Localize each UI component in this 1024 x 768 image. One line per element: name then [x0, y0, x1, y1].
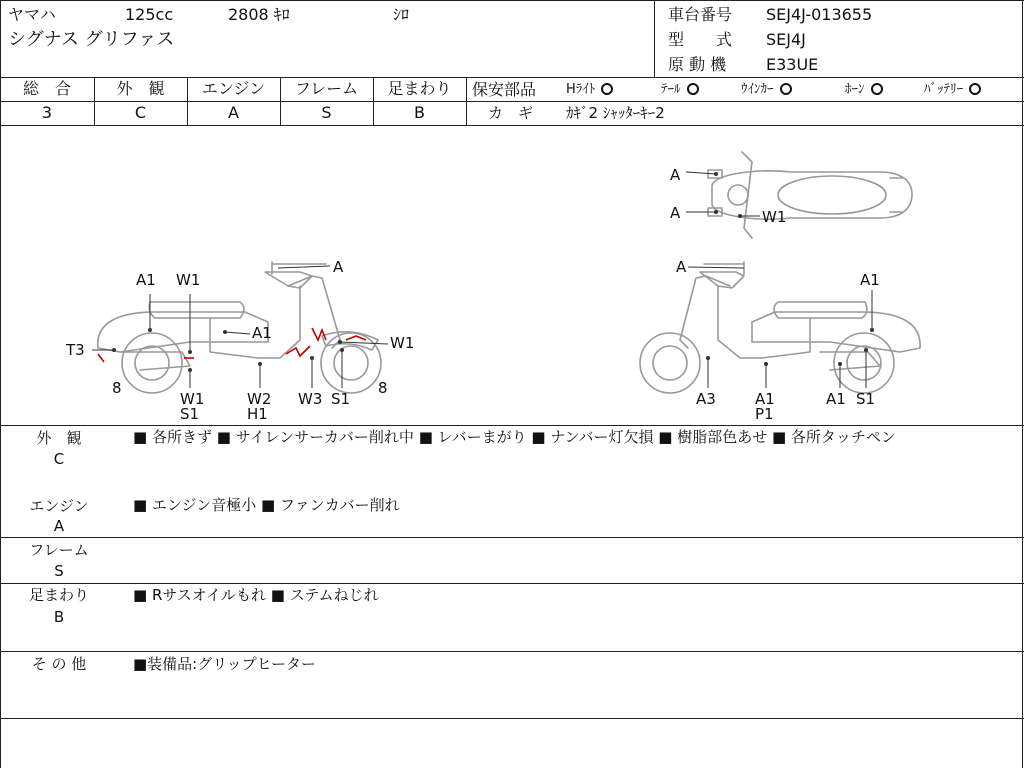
diagram-label: W1 [762, 208, 787, 226]
diagram-label: A [333, 258, 344, 276]
check-ok-icon [687, 83, 699, 95]
diagram-label: W1 [176, 271, 201, 289]
diagram-label: W1 [180, 390, 205, 408]
diagram-label: A3 [696, 390, 716, 408]
diagram-label: A [676, 258, 687, 276]
section-text-engine: ■ エンジン音極小 ■ ファンカバー削れ [133, 496, 400, 514]
section-label-engine: エンジン [29, 497, 89, 515]
section-grade-engine: A [53, 517, 65, 535]
safety-item-headlight [566, 82, 613, 97]
check-ok-icon [601, 83, 613, 95]
rule [467, 101, 1024, 102]
diagram-label: T3 [66, 341, 85, 359]
section-label-suspension: 足まわり [28, 586, 89, 604]
rule [0, 718, 1024, 719]
rule [0, 537, 1024, 538]
safety-item-winker [741, 82, 792, 97]
grade-value-suspension: B [414, 103, 425, 122]
section-label-exterior: 外 観 [36, 429, 82, 447]
key-value: ｶｷﾞ2 ｼｬｯﾀｰｷｰ2 [566, 104, 665, 122]
safety-item-horn [845, 82, 883, 97]
diagram-label: 8 [378, 379, 388, 397]
grade-value-engine: A [228, 103, 239, 122]
displacement: 125cc [125, 5, 174, 24]
scooter-top-view [708, 152, 912, 238]
mileage: 2808 ｷﾛ [228, 5, 290, 24]
model-code: SEJ4J [766, 30, 806, 49]
damage-diagram [0, 126, 1024, 426]
section-label-frame: フレーム [29, 541, 89, 559]
safety-item-label: Hﾗｲﾄ [566, 82, 596, 97]
safety-title: 保安部品 [472, 80, 537, 99]
safety-item-label: ｳｲﾝｶｰ [741, 82, 774, 97]
section-text-exterior: ■ 各所きず ■ サイレンサーカバー削れ中 ■ レバーまがり ■ ナンバー灯欠損 ■ 樹脂部色あせ ■ 各所タッチペン [133, 428, 896, 446]
section-text-other: ■装備品:グリップヒーター [133, 655, 317, 673]
diagram-label: S1 [180, 405, 200, 423]
section-label-other: そ の 他 [31, 655, 87, 673]
diagram-label: A [670, 166, 681, 184]
rule [654, 0, 655, 77]
section-text-suspension: ■ Rサスオイルもれ ■ ステムねじれ [133, 586, 379, 604]
diagram-label: A [670, 204, 681, 222]
frame-no: SEJ4J-013655 [766, 5, 873, 24]
grade-label-overall: 総 合 [22, 79, 71, 98]
safety-item-battery [924, 82, 981, 97]
section-grade-exterior: C [53, 450, 65, 468]
check-ok-icon [969, 83, 981, 95]
diagram-label: A1 [136, 271, 156, 289]
diagram-label: W3 [298, 390, 323, 408]
maker: ヤマハ [8, 5, 56, 24]
diagram-label: W1 [390, 334, 415, 352]
diagram-label: H1 [247, 405, 268, 423]
diagram-label: A1 [252, 324, 272, 342]
safety-item-label: ﾊﾞｯﾃﾘｰ [924, 82, 963, 97]
diagram-label: W2 [247, 390, 272, 408]
diagram-label: S1 [331, 390, 351, 408]
grade-label-engine: エンジン [201, 79, 266, 98]
diagram-label: A1 [755, 390, 775, 408]
section-grade-suspension: B [53, 608, 65, 626]
key-label: カ ギ [488, 104, 534, 122]
rule [0, 651, 1024, 652]
safety-item-label: ﾃｰﾙ [661, 82, 681, 97]
model-label: 型 式 [668, 30, 733, 49]
grade-value-overall: 3 [41, 103, 53, 122]
diagram-label: A1 [826, 390, 846, 408]
diagram-label: A1 [860, 271, 880, 289]
grade-label-exterior: 外 観 [116, 79, 165, 98]
safety-item-label: ﾎｰﾝ [845, 82, 865, 97]
diagram-label: P1 [755, 405, 774, 423]
frame-no-label: 車台番号 [668, 5, 733, 24]
diagram-label: S1 [856, 390, 876, 408]
body-color: ｼﾛ [393, 5, 410, 24]
grade-value-exterior: C [134, 103, 147, 122]
leader-lines [92, 172, 872, 388]
engine-code: E33UE [766, 55, 819, 74]
diagram-label: 8 [112, 379, 122, 397]
rule [466, 77, 467, 125]
section-grade-frame: S [54, 562, 64, 580]
safety-item-tail [661, 82, 699, 97]
grade-label-frame: フレーム [294, 79, 359, 98]
check-ok-icon [871, 83, 883, 95]
model-name: シグナス グリファス [8, 29, 175, 50]
rule [0, 77, 1024, 78]
engine-label: 原 動 機 [668, 55, 727, 74]
grade-label-suspension: 足まわり [387, 79, 452, 98]
rule [0, 0, 1024, 1]
grade-value-frame: S [321, 103, 332, 122]
check-ok-icon [780, 83, 792, 95]
